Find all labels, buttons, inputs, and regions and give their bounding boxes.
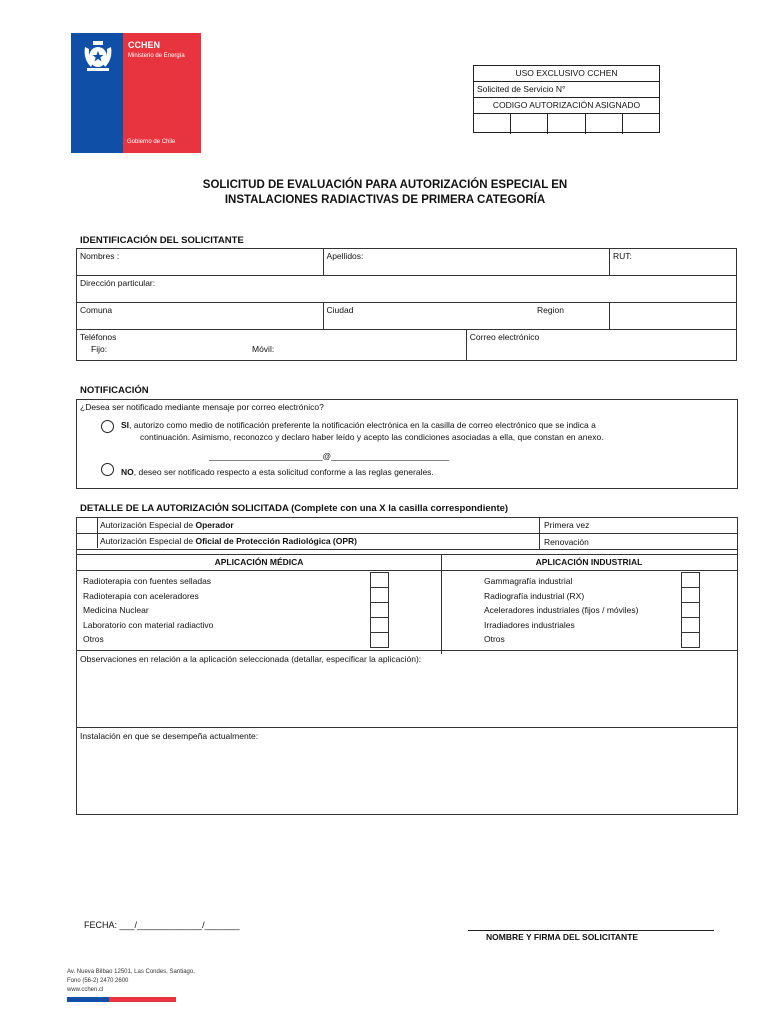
detail-box [76, 517, 738, 815]
industrial-checkbox[interactable] [681, 618, 700, 633]
email-input-line[interactable]: ________________________@_________________________ [209, 451, 450, 461]
renewal-option[interactable]: Renovación [544, 537, 589, 547]
phones-label: Teléfonos [80, 332, 117, 342]
email-field[interactable]: Correo electrónico [466, 330, 736, 361]
observations-field[interactable]: Observaciones en relación a la aplicación seleccionada (detallar, especificar la aplicación): [80, 654, 422, 664]
phones-field[interactable] [77, 330, 467, 361]
service-request-field[interactable]: Solicited de Servicio N° [474, 82, 659, 98]
medical-checkbox[interactable] [370, 603, 389, 618]
industrial-checkboxes [681, 572, 700, 648]
form-title [90, 178, 680, 208]
industrial-item: Otros [484, 634, 505, 644]
landline-label: Fijo: [91, 344, 108, 354]
signature-line[interactable] [468, 930, 714, 931]
industrial-item: Radiografía industrial (RX) [484, 590, 585, 601]
address-field[interactable]: Dirección particular: [77, 276, 737, 303]
footer-web[interactable]: www.cchen.cl [67, 987, 104, 993]
industrial-item: Gammagrafía industrial [484, 576, 573, 586]
industrial-item: Aceleradores industriales (fijos / móviles) [484, 605, 639, 615]
auth-code-cells[interactable] [474, 114, 659, 134]
yes-radio[interactable] [101, 420, 114, 433]
industrial-checkbox[interactable] [681, 633, 700, 648]
identification-heading: IDENTIFICACIÓN DEL SOLICITANTE [80, 235, 244, 246]
auth-code-label: CODIGO AUTORIZACIÓN ASIGNADO [474, 98, 659, 114]
logo-ministry: Ministerio de Energía [128, 53, 185, 59]
mobile-label: Móvil: [252, 344, 275, 354]
medical-list [83, 574, 213, 647]
industrial-checkbox[interactable] [681, 588, 700, 603]
industrial-list [484, 574, 638, 647]
industrial-checkbox[interactable] [681, 603, 700, 618]
opr-checkbox[interactable] [77, 533, 98, 548]
no-label: NO [121, 467, 134, 477]
opr-option: Autorización Especial de Oficial de Protección Radiológica (OPR) [100, 536, 357, 546]
medical-item: Laboratorio con material radiactivo [83, 619, 214, 630]
installation-field[interactable]: Instalación en que se desempeña actualmente: [80, 731, 259, 741]
date-field[interactable]: FECHA: ___/_____________/_______ [84, 920, 240, 930]
notification-box [76, 399, 738, 489]
first-time-option[interactable]: Primera vez [544, 520, 590, 530]
notification-heading: NOTIFICACIÓN [80, 385, 149, 396]
contact-footer [67, 968, 195, 995]
cchen-logo [71, 33, 201, 153]
footer-red-bar [109, 997, 176, 1002]
medical-item: Medicina Nuclear [83, 605, 149, 615]
operator-checkbox[interactable] [77, 518, 98, 534]
names-field[interactable]: Nombres : [77, 249, 324, 276]
yes-text-2: continuación. Asimismo, reconozco y declaro haber leído y acepto las condiciones asociadas a ella, que constan en anexo. [140, 432, 604, 442]
footer-phone: Fono (56-2) 2470 2600 [67, 978, 129, 984]
title-line-2: INSTALACIONES RADIACTIVAS DE PRIMERA CATEGORÍA [224, 194, 546, 206]
medical-checkbox[interactable] [370, 588, 389, 603]
operator-option: Autorización Especial de Operador [100, 520, 234, 530]
logo-org: CCHEN [128, 40, 161, 50]
footer-blue-bar [67, 997, 109, 1002]
industrial-item: Irradiadores industriales [484, 619, 575, 630]
commune-field[interactable]: Comuna [77, 303, 324, 330]
medical-checkbox[interactable] [370, 572, 389, 588]
exclusive-header: USO EXCLUSIVO CCHEN [474, 66, 659, 82]
identification-table [76, 248, 737, 361]
city-field[interactable]: Ciudad [323, 303, 609, 330]
no-text: , deseo ser notificado respecto a esta solicitud conforme a las reglas generales. [133, 467, 434, 477]
detail-heading: DETALLE DE LA AUTORIZACIÓN SOLICITADA (Complete con una X la casilla correspondiente) [80, 503, 509, 514]
no-radio[interactable] [101, 463, 114, 476]
rut-field[interactable]: RUT: [610, 249, 737, 276]
yes-text-1: , autorizo como medio de notificación preferente la notificación electrónica en la casilla de correo electrónico que se indica a [129, 420, 596, 430]
surnames-field[interactable]: Apellidos: [323, 249, 609, 276]
cchen-exclusive-box [473, 65, 660, 133]
medical-heading: APLICACIÓN MÉDICA [214, 557, 304, 567]
logo-red-band [123, 33, 201, 153]
signature-label: NOMBRE Y FIRMA DEL SOLICITANTE [486, 932, 639, 942]
region-field[interactable]: Region [610, 303, 737, 330]
medical-checkboxes [370, 572, 389, 648]
medical-item: Radioterapia con fuentes selladas [83, 576, 212, 586]
title-line-1: SOLICITUD DE EVALUACIÓN PARA AUTORIZACIÓN ESPECIAL EN [202, 179, 568, 191]
footer-address: Av. Nueva Bilbao 12501, Las Condes, Santiago, [67, 969, 195, 975]
coat-of-arms-icon [79, 37, 117, 73]
industrial-checkbox[interactable] [681, 572, 700, 588]
medical-item: Otros [83, 634, 104, 644]
logo-government: Gobierno de Chile [127, 139, 176, 145]
medical-item: Radioterapia con aceleradores [83, 590, 199, 601]
medical-checkbox[interactable] [370, 633, 389, 648]
industrial-heading: APLICACIÓN INDUSTRIAL [535, 557, 643, 567]
yes-label: SI [121, 420, 130, 430]
medical-checkbox[interactable] [370, 618, 389, 633]
notification-question: ¿Desea ser notificado mediante mensaje por correo electrónico? [80, 402, 324, 412]
